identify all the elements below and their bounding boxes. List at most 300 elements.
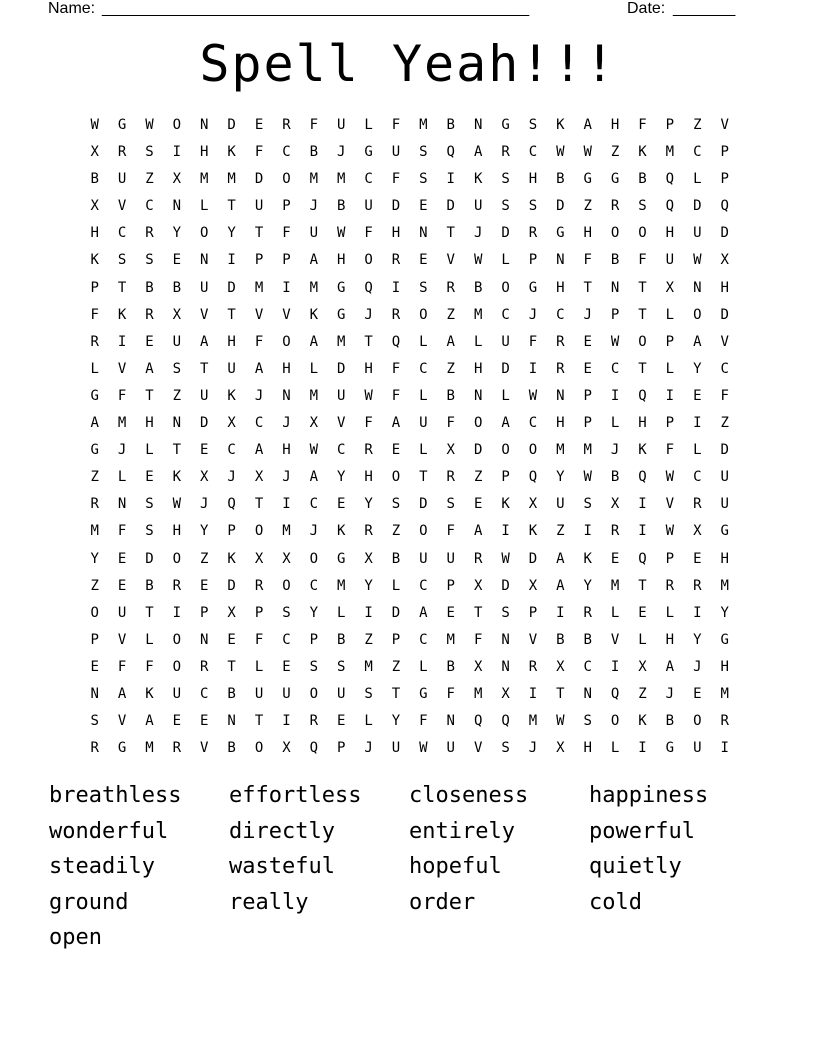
grid-letter: Z [90,577,99,594]
grid-letter: U [693,225,702,242]
grid-letter: X [309,415,319,432]
grid-letter: R [556,333,565,350]
grid-letter: L [638,631,647,648]
grid-letter: I [501,523,510,540]
grid-letter: T [391,685,401,702]
grid-letter: C [282,631,291,648]
grid-letter: L [693,171,702,188]
grid-letter: S [364,685,373,702]
grid-letter: A [473,523,483,540]
grid-letter: X [172,306,182,323]
grid-letter: R [90,496,99,513]
grid-letter: K [638,442,647,459]
grid-letter: F [720,387,729,404]
grid-letter: B [309,144,319,161]
grid-row [81,600,741,627]
grid-letter: F [364,225,373,242]
grid-letter: B [665,713,675,730]
grid-letter: N [172,415,182,432]
grid-letter: X [720,252,729,269]
grid-letter: T [638,360,647,377]
grid-letter: R [446,279,455,296]
grid-letter: E [254,117,264,133]
grid-letter: M [665,144,675,161]
grid-letter: Z [364,631,373,648]
grid-letter: C [419,631,428,648]
grid-letter: W [665,469,675,486]
grid-letter: P [391,631,401,648]
grid-letter: F [638,117,647,133]
grid-row [81,518,741,545]
grid-letter: I [282,279,291,296]
grid-letter: A [254,360,264,377]
grid-letter: W [90,117,99,133]
grid-letter: C [145,198,154,215]
grid-letter: C [528,144,538,161]
grid-letter: U [172,333,182,350]
grid-letter: F [282,225,291,242]
grid-letter: W [364,387,373,404]
grid-letter: J [583,306,592,323]
grid-letter: N [117,496,127,513]
grid-letter: Z [172,387,182,404]
grid-letter: R [528,225,538,242]
grid-letter: P [254,604,264,621]
grid-letter: V [282,306,291,323]
grid-letter: W [556,713,565,730]
grid-letter: T [145,387,154,404]
grid-letter: B [556,171,565,188]
grid-letter: E [583,360,592,377]
grid-letter: A [473,144,483,161]
grid-letter: A [309,469,319,486]
grid-letter: R [665,577,675,594]
grid-letter: P [528,604,538,621]
grid-letter: M [200,171,209,188]
grid-letter: M [720,577,729,594]
grid-letter: I [446,171,455,188]
grid-letter: D [720,306,729,323]
grid-letter: U [419,415,428,432]
grid-letter: Q [528,469,538,486]
grid-letter: D [227,279,236,296]
grid-letter: H [336,252,346,269]
grid-letter: B [145,577,154,594]
grid-letter: C [309,577,319,594]
grid-letter: T [254,496,264,513]
grid-letter: X [282,550,291,567]
grid-letter: H [665,225,675,242]
grid-letter: S [117,252,127,269]
grid-letter: M [254,279,264,296]
grid-row [81,410,741,437]
grid-letter: Q [501,713,510,730]
grid-letter: X [90,198,99,215]
grid-letter: M [117,415,127,432]
grid-letter: Y [90,550,99,567]
grid-letter: O [282,333,291,350]
grid-letter: K [227,387,236,404]
grid-letter: Q [638,550,647,567]
grid-letter: S [528,117,538,133]
grid-letter: F [90,306,99,323]
grid-letter: H [391,225,401,242]
grid-letter: F [254,144,264,161]
grid-letter: U [254,198,264,215]
grid-letter: D [501,360,510,377]
grid-letter: N [693,279,702,296]
grid-letter: Q [665,198,675,215]
grid-letter: M [583,442,592,459]
grid-letter: O [638,333,647,350]
grid-letter: D [227,117,236,133]
grid-letter: J [336,144,346,161]
grid-letter: X [501,685,510,702]
word-list-item: really [229,889,309,915]
grid-letter: H [227,333,236,350]
grid-letter: U [336,387,346,404]
grid-letter: P [90,631,99,648]
grid-letter: K [117,306,127,323]
grid-letter: R [556,360,565,377]
grid-letter: G [665,740,675,757]
grid-letter: O [473,415,483,432]
grid-letter: K [227,550,236,567]
grid-letter: X [693,523,702,540]
grid-letter: X [610,496,620,513]
grid-letter: N [473,117,483,133]
grid-letter: X [364,550,373,567]
grid-letter: A [693,333,702,350]
grid-letter: D [693,198,702,215]
grid-letter: C [528,415,538,432]
grid-letter: E [336,713,346,730]
grid-letter: H [720,658,729,675]
grid-letter: K [583,550,592,567]
grid-letter: T [254,713,264,730]
grid-letter: H [172,523,182,540]
grid-letter: B [446,387,455,404]
grid-letter: Y [583,577,592,594]
grid-letter: K [501,496,510,513]
grid-letter: E [336,496,346,513]
grid-letter: F [638,252,647,269]
grid-row [81,247,741,274]
grid-letter: N [282,387,291,404]
header [48,0,748,20]
grid-letter: B [227,740,236,757]
grid-letter: D [391,604,401,621]
grid-letter: Q [665,171,675,188]
grid-letter: E [583,333,592,350]
grid-letter: P [665,333,675,350]
grid-letter: L [419,333,428,350]
word-list-item: order [409,889,476,915]
grid-letter: O [501,442,510,459]
grid-letter: I [693,604,702,621]
grid-letter: Z [145,171,154,188]
grid-letter: S [528,198,538,215]
grid-letter: B [610,469,620,486]
grid-letter: U [364,198,373,215]
grid-letter: L [391,577,401,594]
grid-letter: H [473,360,483,377]
grid-letter: S [501,171,510,188]
grid-letter: L [610,740,620,757]
grid-letter: O [90,604,99,621]
grid-letter: C [693,144,702,161]
grid-letter: G [90,442,99,459]
grid-letter: W [473,252,483,269]
grid-letter: B [638,171,647,188]
grid-letter: C [583,658,592,675]
grid-letter: U [501,333,510,350]
grid-letter: B [446,658,455,675]
grid-letter: Q [309,740,319,757]
grid-row [81,464,741,491]
grid-letter: J [254,387,264,404]
grid-letter: I [693,415,702,432]
grid-letter: D [720,225,729,242]
grid-letter: M [309,279,319,296]
grid-letter: S [501,604,510,621]
grid-letter: J [309,523,319,540]
grid-letter: Z [556,523,565,540]
grid-letter: I [720,740,729,757]
grid-letter: B [391,550,401,567]
grid-letter: U [200,279,209,296]
grid-letter: I [528,685,538,702]
grid-letter: A [556,577,565,594]
grid-letter: D [227,577,236,594]
grid-letter: F [446,685,455,702]
grid-letter: E [693,550,702,567]
grid-letter: C [309,496,319,513]
grid-letter: E [200,577,209,594]
grid-letter: L [501,387,510,404]
grid-letter: I [172,604,182,621]
grid-letter: G [364,144,373,161]
grid-letter: Z [610,144,620,161]
grid-letter: C [693,469,702,486]
grid-letter: R [364,523,373,540]
grid-row [81,491,741,518]
grid-letter: F [309,117,319,133]
grid-letter: R [90,740,99,757]
grid-letter: G [90,387,99,404]
grid-letter: K [528,523,538,540]
grid-letter: F [473,631,483,648]
grid-letter: Z [90,469,99,486]
grid-letter: R [528,658,538,675]
grid-letter: D [528,550,538,567]
grid-letter: V [117,713,127,730]
grid-letter: F [391,171,401,188]
grid-letter: D [145,550,154,567]
grid-letter: P [720,144,729,161]
grid-letter: S [145,523,154,540]
grid-letter: E [638,604,647,621]
grid-letter: X [254,550,264,567]
grid-letter: T [638,279,647,296]
grid-row [81,302,741,329]
grid-letter: N [610,279,620,296]
grid-letter: Y [200,523,209,540]
grid-letter: H [638,415,647,432]
grid-letter: E [172,252,182,269]
grid-letter: E [419,198,428,215]
grid-letter: Q [610,685,620,702]
grid-letter: L [665,604,675,621]
grid-row [81,546,741,573]
grid-letter: X [528,577,538,594]
grid-letter: X [638,658,647,675]
grid-letter: S [336,658,346,675]
grid-letter: L [665,306,675,323]
grid-letter: X [172,171,182,188]
grid-letter: P [665,117,675,133]
grid-letter: D [473,442,483,459]
grid-letter: U [227,360,236,377]
grid-letter: K [145,685,154,702]
grid-letter: M [528,713,538,730]
grid-letter: H [282,360,291,377]
grid-letter: R [364,442,373,459]
grid-letter: Y [336,469,346,486]
word-list-item: steadily [49,854,155,880]
grid-letter: B [556,631,565,648]
grid-letter: U [117,171,127,188]
grid-letter: L [200,198,209,215]
grid-letter: S [501,198,510,215]
grid-letter: U [254,685,264,702]
word-list-item: hopeful [409,854,502,880]
grid-row [81,708,741,735]
grid-letter: I [556,604,565,621]
grid-letter: C [610,360,620,377]
word-list-item: effortless [229,783,362,808]
grid-letter: V [117,631,127,648]
grid-letter: G [720,631,729,648]
grid-letter: R [583,604,592,621]
grid-letter: I [227,252,236,269]
grid-letter: H [720,550,729,567]
grid-letter: F [665,442,675,459]
grid-letter: L [419,658,428,675]
grid-letter: D [254,171,264,188]
grid-letter: E [693,387,702,404]
grid-letter: C [117,225,127,242]
grid-letter: S [145,496,154,513]
grid-letter: H [528,171,538,188]
grid-letter: K [309,306,319,323]
grid-letter: O [501,279,510,296]
grid-letter: R [501,144,510,161]
grid-letter: T [364,333,373,350]
grid-letter: N [473,387,483,404]
grid-letter: O [419,306,428,323]
grid-letter: O [172,658,182,675]
grid-letter: P [528,252,538,269]
grid-letter: L [254,658,264,675]
grid-letter: R [473,550,483,567]
grid-letter: J [282,415,291,432]
grid-letter: Q [720,198,729,215]
grid-letter: N [556,387,565,404]
grid-row [81,193,741,220]
grid-letter: S [446,496,455,513]
grid-letter: P [610,306,620,323]
grid-letter: D [200,415,209,432]
grid-letter: Y [693,631,702,648]
grid-letter: M [227,171,236,188]
grid-letter: F [117,387,127,404]
grid-letter: F [391,360,401,377]
grid-letter: D [446,198,455,215]
grid-letter: D [556,198,565,215]
grid-letter: G [336,279,346,296]
word-list-item: ground [49,889,129,915]
grid-letter: X [254,469,264,486]
grid-letter: C [364,171,373,188]
grid-letter: V [254,306,264,323]
grid-letter: J [610,442,620,459]
grid-letter: E [419,252,428,269]
page-title: Spell Yeah!!! [199,35,617,93]
grid-letter: Z [446,306,455,323]
grid-row [81,573,741,600]
grid-letter: O [172,550,182,567]
grid-letter: I [610,387,620,404]
grid-letter: W [309,442,319,459]
grid-letter: U [419,550,428,567]
word-list [49,780,809,958]
grid-letter: X [473,658,483,675]
grid-letter: V [720,333,729,350]
grid-letter: R [309,713,319,730]
grid-letter: Q [473,713,483,730]
grid-letter: R [720,713,729,730]
grid-letter: V [200,306,209,323]
grid-letter: L [309,360,319,377]
grid-letter: P [501,469,510,486]
grid-letter: O [391,469,401,486]
grid-letter: P [282,252,291,269]
grid-letter: M [473,685,483,702]
grid-row [81,654,741,681]
grid-letter: A [117,685,127,702]
grid-letter: G [720,523,729,540]
grid-letter: A [583,117,592,133]
grid-letter: G [117,740,127,757]
grid-letter: T [172,442,182,459]
grid-letter: A [556,550,565,567]
grid-letter: U [446,550,455,567]
grid-letter: J [473,225,483,242]
grid-letter: G [336,306,346,323]
grid-letter: W [528,387,538,404]
word-list-item: wonderful [49,818,169,844]
grid-letter: R [693,496,702,513]
grid-letter: A [419,604,428,621]
grid-letter: G [556,225,565,242]
grid-letter: W [693,252,702,269]
grid-letter: F [446,415,455,432]
grid-letter: T [638,306,647,323]
grid-letter: G [583,171,592,188]
grid-letter: K [336,523,346,540]
grid-letter: P [254,252,264,269]
